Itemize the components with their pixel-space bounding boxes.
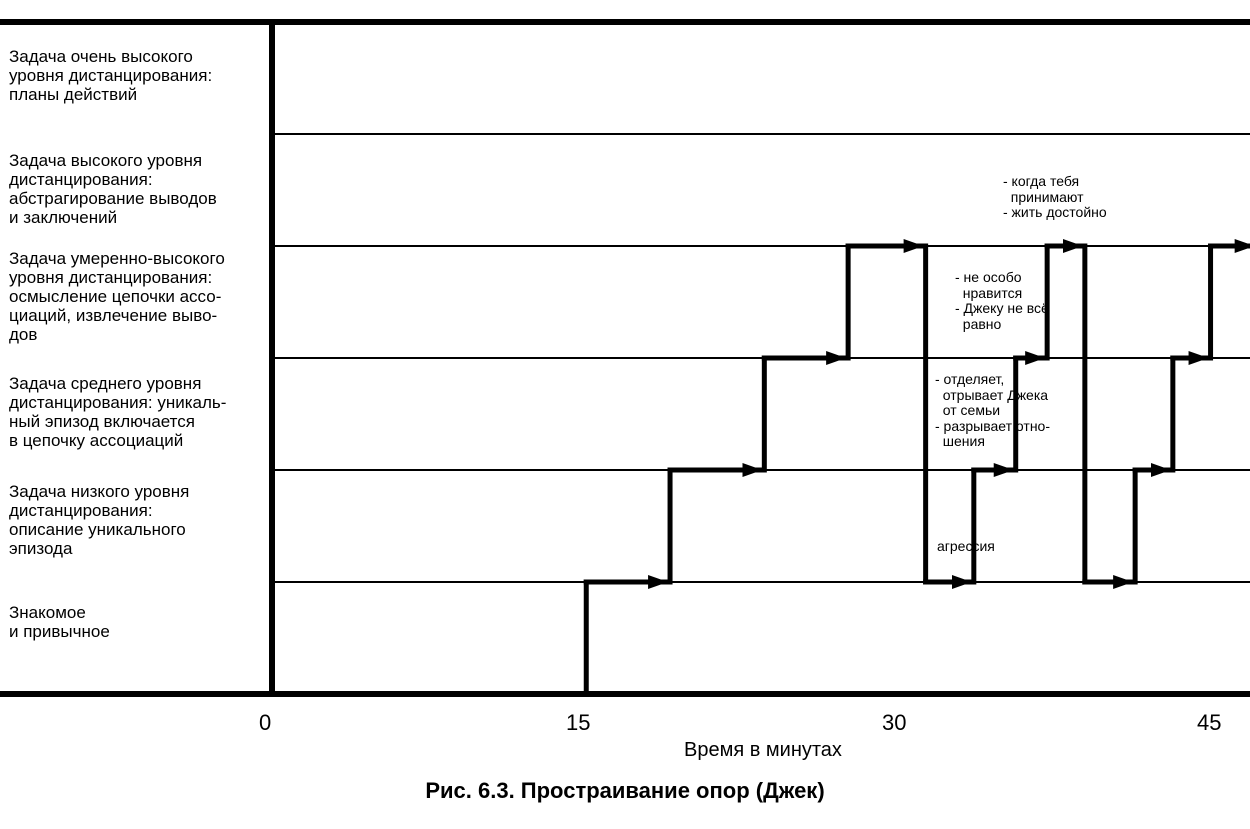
level-label-very-high: Задача очень высокого уровня дистанцирования: планы действий (9, 47, 213, 104)
annotation-separation: - отделяет, отрывает Джека от семьи - разрывает отно- шения (935, 371, 1050, 449)
level-label-moderately-high: Задача умеренно-высокого уровня дистанцирования: осмысление цепочки ассо- циаций, извлечение выво- дов (9, 249, 225, 344)
level-label-familiar: Знакомое и привычное (9, 603, 110, 641)
annotation-acceptance: - когда тебя принимают - жить достойно (1003, 173, 1107, 220)
x-tick-label-15: 15 (566, 710, 591, 735)
x-tick-label-45: 45 (1197, 710, 1222, 735)
level-label-high: Задача высокого уровня дистанцирования: абстрагирование выводов и заключений (9, 151, 217, 227)
x-axis-title: Время в минутах (684, 739, 842, 761)
annotation-aggression: агрессия (937, 538, 995, 554)
x-tick-label-30: 30 (882, 710, 907, 735)
annotation-dislike: - не особо нравится - Джеку не всё равно (955, 269, 1049, 332)
x-tick-label-0: 0 (259, 710, 272, 735)
level-label-medium: Задача среднего уровня дистанцирования: уникаль- ный эпизод включается в цепочку ассоциаций (9, 374, 227, 450)
level-label-low: Задача низкого уровня дистанцирования: описание уникального эпизода (9, 482, 190, 558)
figure-caption: Рис. 6.3. Простраивание опор (Джек) (425, 778, 825, 803)
